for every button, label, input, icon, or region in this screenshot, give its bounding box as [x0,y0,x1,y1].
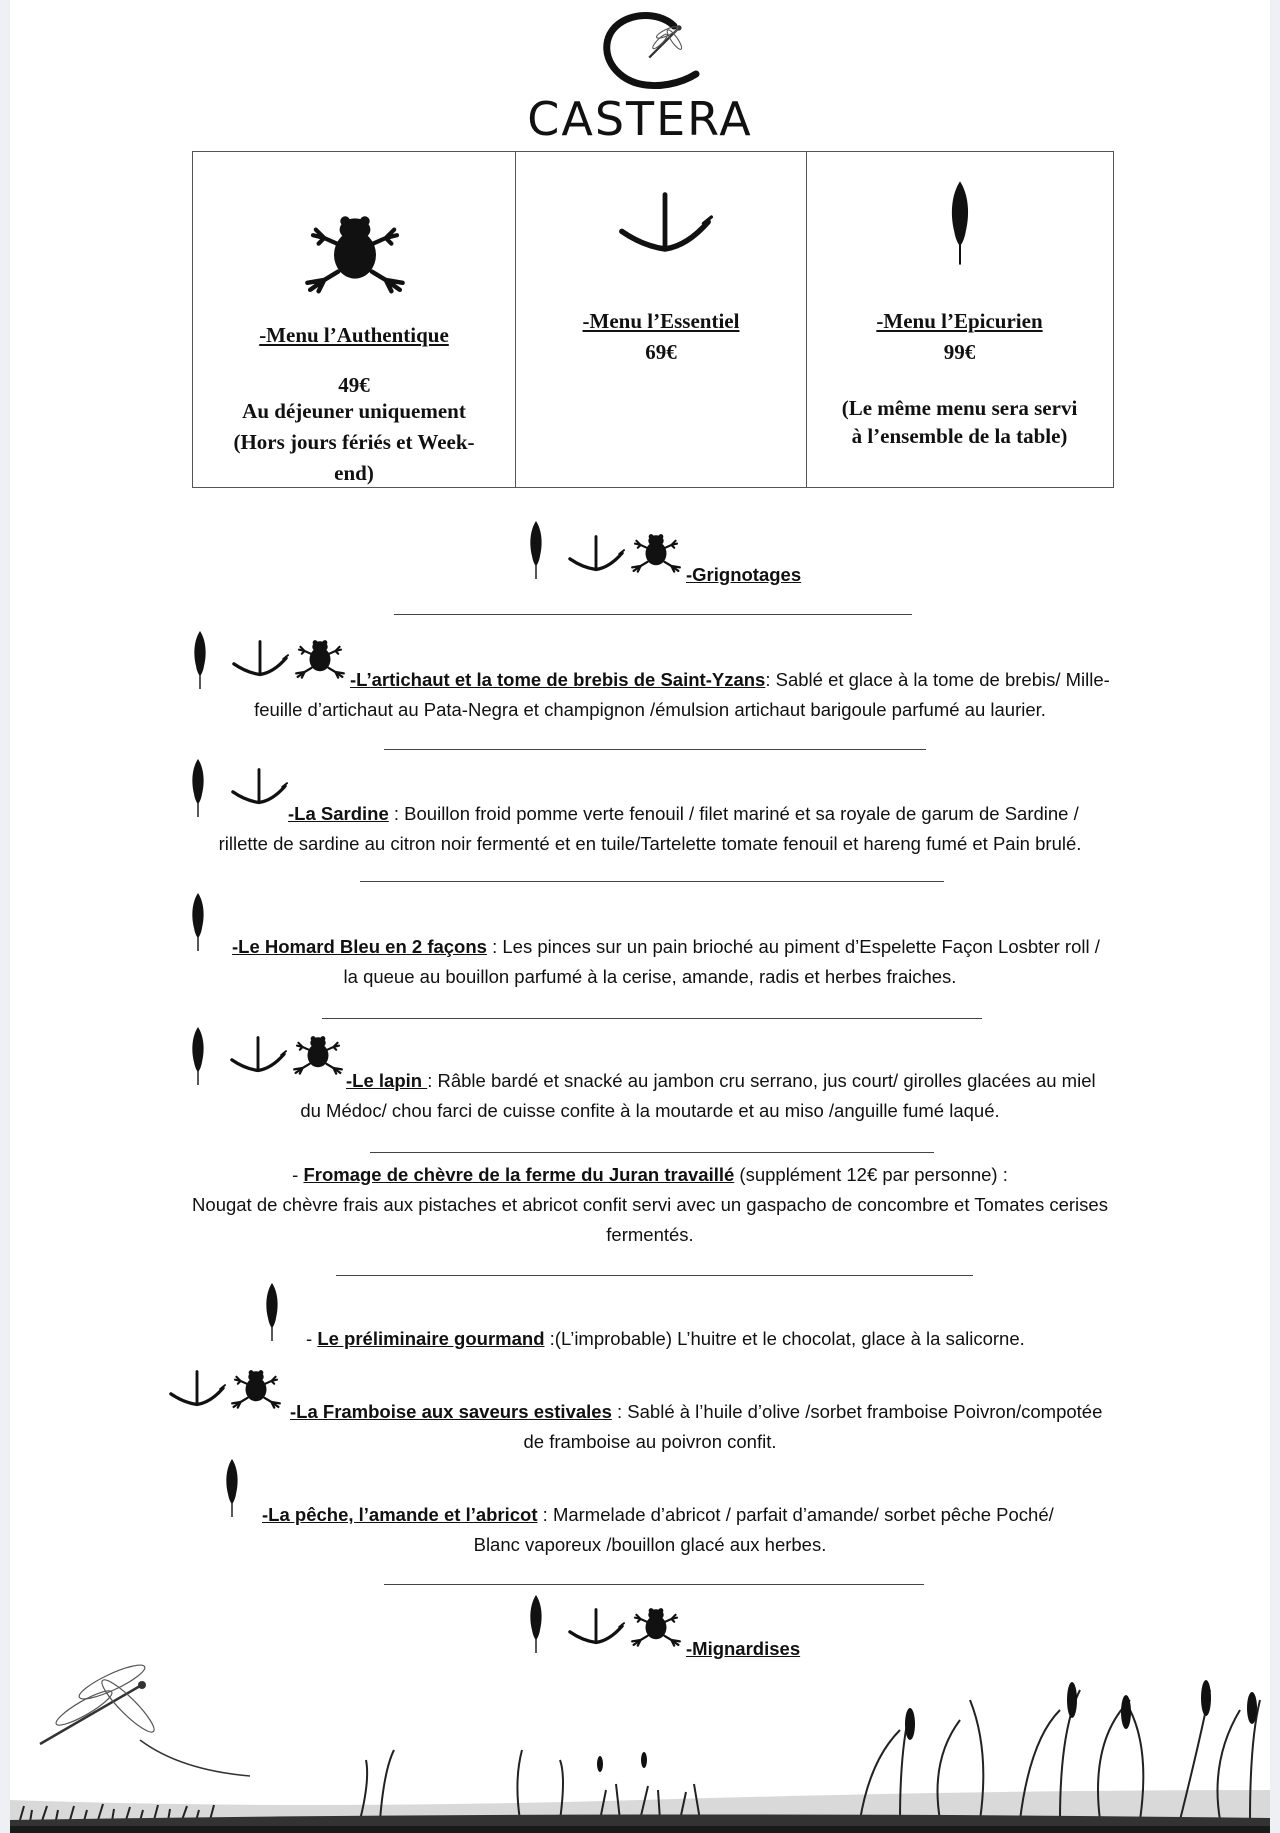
feather-icon [528,520,544,580]
frog-icon [228,1366,284,1410]
menu-price: 69€ [645,340,677,364]
course-title: -Le Homard Bleu en 2 façons [232,936,487,957]
separator [384,1584,924,1585]
course-homard [232,932,1100,962]
menu-authentique [193,152,516,487]
course-desc: : Sablé à l’huile d’olive /sorbet framboise Poivron/compotée [611,1401,1103,1422]
course-sardine [288,799,1079,829]
castera-logo [596,8,706,98]
bird-footprint-icon [617,190,713,260]
feather-icon [528,1594,544,1654]
course-desc: Blanc vaporeux /bouillon glacé aux herbes. [473,1534,827,1555]
course-desc: feuille d’artichaut au Pata-Negra et champignon /émulsion artichaut barigoule parfumé au laurier. [254,699,1046,720]
course-artichaut [350,665,1110,695]
menu-title: -Menu l’Epicurien [876,309,1043,333]
course-desc: : Les pinces sur un pain brioché au piment d’Espelette Façon Losbter roll / [486,936,1100,957]
page-edge-right [1270,0,1280,1833]
frog-icon [299,210,411,294]
course-desc: : Marmelade d’abricot / parfait d’amande/ sorbet pêche Poché/ [537,1504,1054,1525]
frog-icon [290,1032,346,1076]
separator [394,614,912,615]
menu-note: end) [334,461,374,485]
separator [360,881,944,882]
course-desc: : Râble bardé et snacké au jambon cru serrano, jus court/ girolles glacées au miel [427,1070,1096,1091]
bird-footprint-icon [567,1608,625,1648]
separator [370,1152,934,1153]
course-title: -Mignardises [686,1638,801,1659]
course-title: -Grignotages [686,564,802,585]
bird-footprint-icon [168,1370,226,1410]
feather-icon [190,758,206,818]
course-peche [262,1500,1054,1530]
course-grignotages [686,560,801,590]
feather-icon [190,892,206,952]
menu-note: (Le même menu sera servi [841,396,1078,420]
menu-price: 49€ [338,373,370,397]
course-title: -La pêche, l’amande et l’abricot [262,1504,538,1525]
menu-essentiel [516,152,807,487]
course-prefix: - [292,1164,304,1185]
menu-title: -Menu l’Essentiel [582,309,740,333]
course-title: -La Framboise aux saveurs estivales [290,1401,612,1422]
bird-footprint-icon [229,1036,287,1076]
menu-note: Au déjeuner uniquement [242,399,466,423]
course-desc: rillette de sardine au citron noir fermenté et en tuile/Tartelette tomate fenouil et hareng fumé et Pain brulé. [218,833,1082,854]
course-title: Le préliminaire gourmand [317,1328,545,1349]
course-desc: du Médoc/ chou farci de cuisse confite à la moutarde et au miso /anguille fumé laqué. [300,1100,1000,1121]
menu-title: -Menu l’Authentique [259,323,449,347]
reeds-illustration [0,1660,1280,1833]
feather-icon [264,1282,280,1342]
menu-epicurien [807,152,1112,487]
course-prefix: - [306,1328,318,1349]
bird-footprint-icon [567,535,625,575]
course-desc: de framboise au poivron confit. [523,1431,777,1452]
separator [322,1018,982,1019]
menu-table [192,151,1114,488]
frog-icon [292,636,348,680]
course-fromage [140,1160,1160,1190]
feather-icon [192,630,208,690]
separator [384,749,926,750]
page-edge-left [0,0,10,1833]
frog-icon [628,530,684,574]
course-lapin [346,1066,1096,1096]
course-desc: :(L’improbable) L’huitre et le chocolat, glace à la salicorne. [544,1328,1025,1349]
course-supplement: (supplément 12€ par personne) : [734,1164,1008,1185]
course-desc: Nougat de chèvre frais aux pistaches et abricot confit servi avec un gaspacho de concombre et Tomates cerises [192,1194,1108,1215]
feather-icon [948,180,972,266]
course-framboise [290,1397,1102,1427]
bird-footprint-icon [230,768,288,808]
course-title: Fromage de chèvre de la ferme du Juran travaillé [303,1164,735,1185]
dragonfly-icon [40,1660,250,1776]
course-preliminaire [306,1324,1025,1354]
course-desc: fermentés. [606,1224,694,1245]
menu-note: à l’ensemble de la table) [851,424,1068,448]
feather-icon [190,1026,206,1086]
bird-footprint-icon [231,640,289,680]
frog-icon [628,1604,684,1648]
course-title: -Le lapin [346,1070,428,1091]
course-desc: la queue au bouillon parfumé à la cerise, amande, radis et herbes fraiches. [343,966,957,987]
course-title: -L’artichaut et la tome de brebis de Saint-Yzans [350,669,766,690]
menu-note: (Hors jours fériés et Week- [233,430,475,454]
course-desc: : Sablé et glace à la tome de brebis/ Mille- [765,669,1110,690]
course-title: -La Sardine [288,803,389,824]
brand-name: CASTERA [527,92,753,146]
separator [336,1275,973,1276]
menu-price: 99€ [943,340,976,364]
course-desc: : Bouillon froid pomme verte fenouil / filet mariné et sa royale de garum de Sardine / [388,803,1079,824]
feather-icon [224,1458,240,1518]
